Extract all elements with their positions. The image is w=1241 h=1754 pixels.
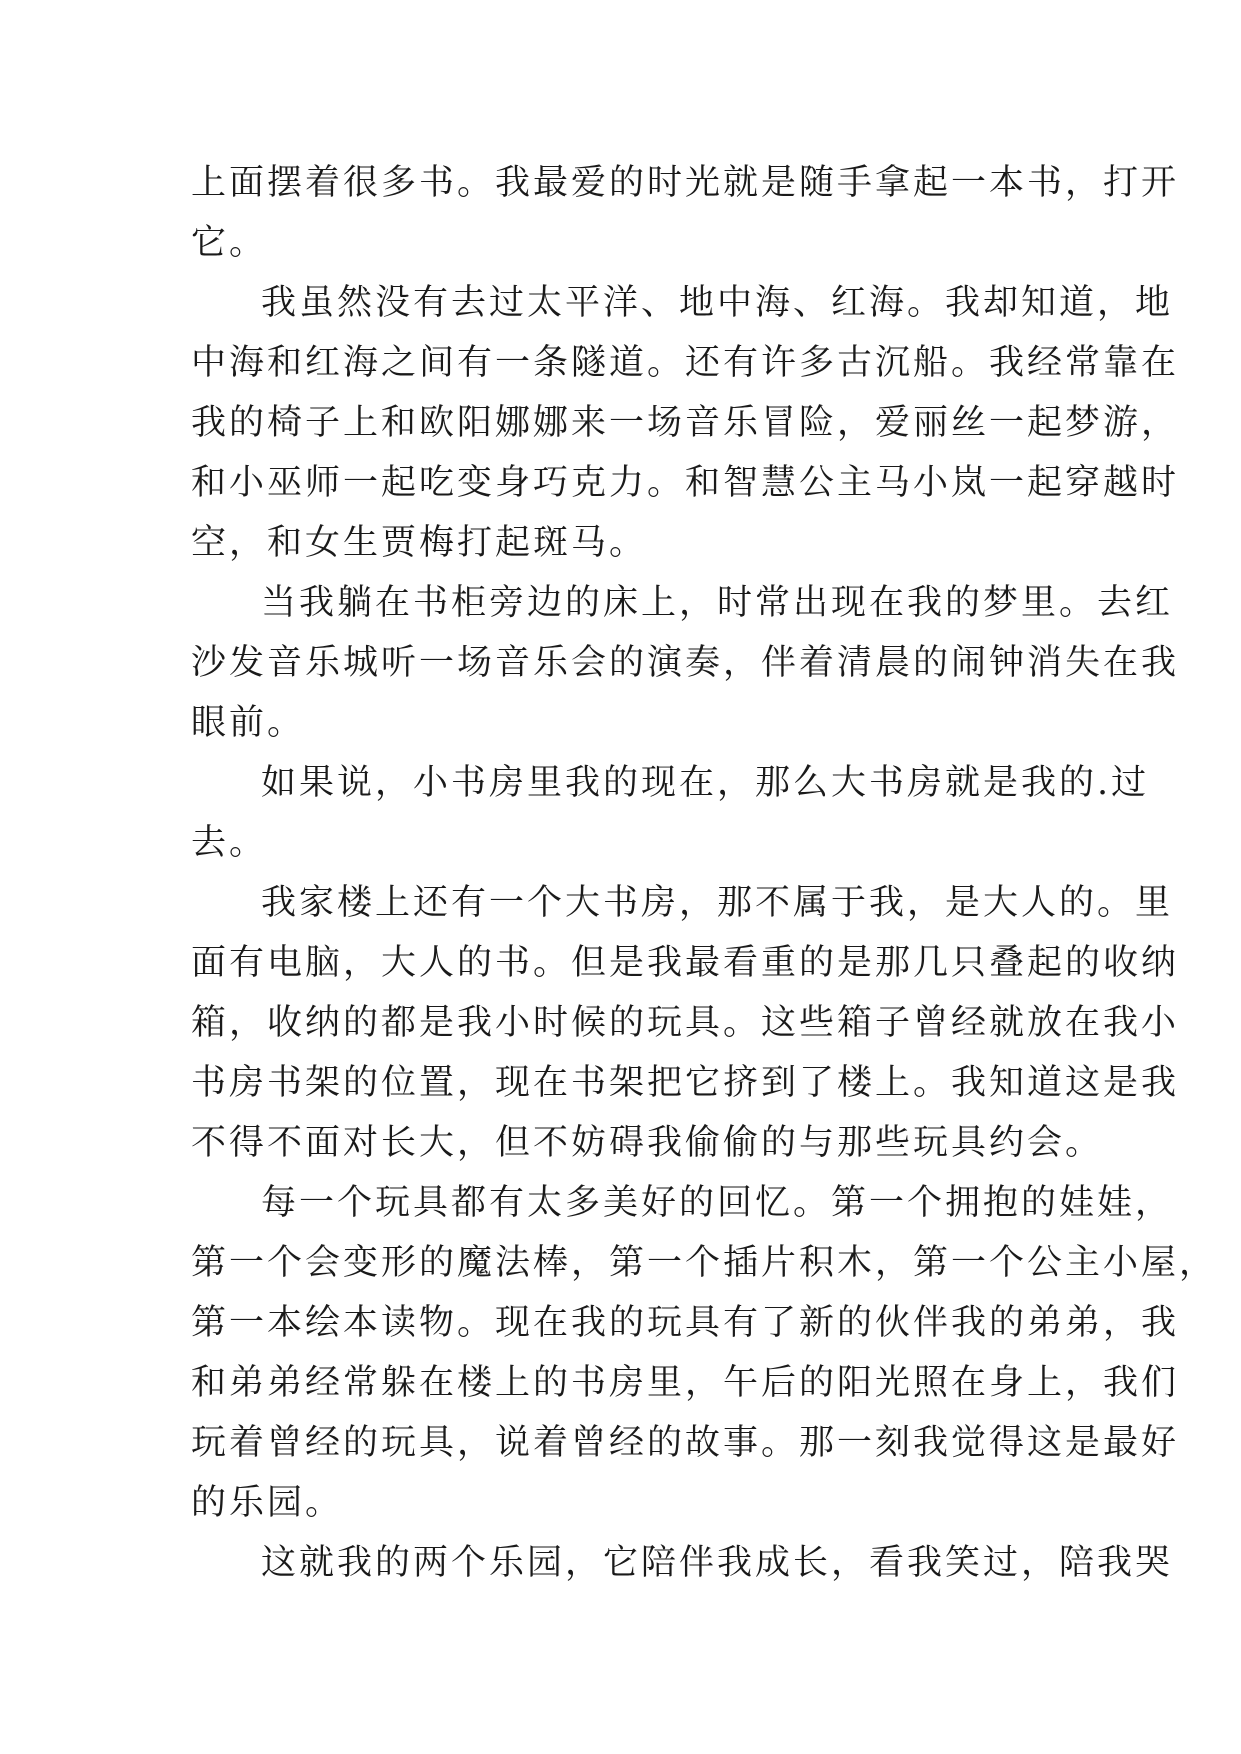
text-line: 如果说，小书房里我的现在，那么大书房就是我的.过 [261, 763, 1150, 803]
text-line: 面有电脑，大人的书。但是我最看重的是那几只叠起的收纳 [191, 943, 1180, 983]
text-line: 我虽然没有去过太平洋、地中海、红海。我却知道，地 [261, 283, 1174, 323]
text-line: 去。 [191, 823, 268, 863]
paragraph [191, 273, 1180, 573]
text-line: 和弟弟经常躲在楼上的书房里，午后的阳光照在身上，我们 [191, 1363, 1180, 1403]
text-line: 上面摆着很多书。我最爱的时光就是随手拿起一本书，打开 [191, 163, 1180, 203]
paragraph [191, 873, 1180, 1173]
document-body [191, 153, 1218, 1593]
text-line: 中海和红海之间有一条隧道。还有许多古沉船。我经常靠在 [191, 343, 1180, 383]
paragraph [191, 753, 1150, 873]
text-line: 我的椅子上和欧阳娜娜来一场音乐冒险，爱丽丝一起梦游， [191, 403, 1180, 443]
text-line: 这就我的两个乐园，它陪伴我成长，看我笑过，陪我哭 [261, 1543, 1174, 1583]
text-line: 眼前。 [191, 703, 306, 743]
text-line: 和小巫师一起吃变身巧克力。和智慧公主马小岚一起穿越时 [191, 463, 1180, 503]
text-line: 当我躺在书柜旁边的床上，时常出现在我的梦里。去红 [261, 583, 1174, 623]
text-line: 空，和女生贾梅打起斑马。 [191, 523, 648, 563]
text-line: 我家楼上还有一个大书房，那不属于我，是大人的。里 [261, 883, 1174, 923]
paragraph [191, 153, 1180, 273]
text-line: 箱，收纳的都是我小时候的玩具。这些箱子曾经就放在我小 [191, 1003, 1180, 1043]
text-line: 第一个会变形的魔法棒，第一个插片积木，第一个公主小屋， [191, 1243, 1218, 1283]
text-line: 不得不面对长大，但不妨碍我偷偷的与那些玩具约会。 [191, 1123, 1104, 1163]
paragraph [191, 573, 1180, 753]
text-line: 的乐园。 [191, 1483, 344, 1523]
text-line: 沙发音乐城听一场音乐会的演奏，伴着清晨的闹钟消失在我 [191, 643, 1180, 683]
text-line: 书房书架的位置，现在书架把它挤到了楼上。我知道这是我 [191, 1063, 1180, 1103]
paragraph [191, 1173, 1218, 1533]
text-line: 第一本绘本读物。现在我的玩具有了新的伙伴我的弟弟，我 [191, 1303, 1180, 1343]
text-line: 每一个玩具都有太多美好的回忆。第一个拥抱的娃娃， [261, 1183, 1174, 1223]
text-line: 玩着曾经的玩具，说着曾经的故事。那一刻我觉得这是最好 [191, 1423, 1180, 1463]
text-line: 它。 [191, 223, 268, 263]
paragraph [191, 1533, 1174, 1593]
